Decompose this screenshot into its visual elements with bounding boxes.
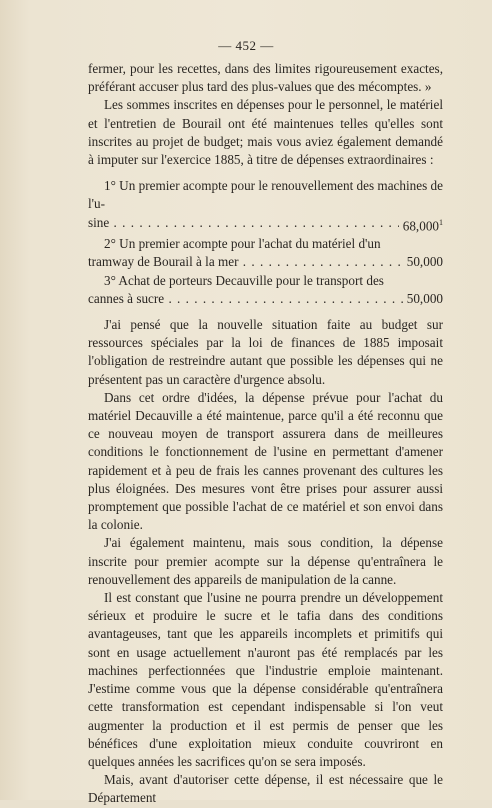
expense-item-label: tramway de Bourail à la mer . . . [88,253,403,271]
expense-item-label: cannes à sucre . . . [88,290,403,308]
expense-item-amount: 50,000 [406,290,443,306]
paragraph: Dans cet ordre d'idées, la dépense prévue pour l'achat du matériel Decauville a été maintenue, parce qu'il a été reconnu que ce nouveau moyen de transport assurera dans de meilleures conditions le fonctionnement de l'usine en permettant d'amener rapidement et à peu de frais les cannes provenant des cultures les plus éloignées. Des mesures vont être prises pour assurer aussi promptement que possible l'achat de ce matériel et son envoi dans la colonie. [88,389,443,533]
expense-item [88,272,443,308]
expense-item-label: sine . . . [88,214,399,236]
expense-item-amount: 50,000 [406,254,443,270]
expense-item-text: 2° Un premier acompte pour l'achat du matériel d'un [104,236,381,252]
expense-item-text: 1° Un premier acompte pour le renouvellement des machines de l'u- [88,178,443,212]
paragraph: J'ai pensé que la nouvelle situation faite au budget sur ressources spéciales par la loi de finances de 1885 imposait l'obligation de restreindre autant que possible les dépenses qui ne présentent pas un caractère d'urgence absolu. [88,317,443,387]
expense-item-text: 3° Achat de porteurs Decauville pour le transport des [104,272,384,288]
paragraph: Les sommes inscrites en dépenses pour le personnel, le matériel et l'entretien de Bourail ont été maintenues telles qu'elles sont inscrites au projet de budget; mais vous aviez également demandé à imputer sur l'exercice 1885, à titre de dépenses extraordinaires : [88,97,443,168]
paragraph: Mais, avant d'autoriser cette dépense, il est nécessaire que le Département [88,772,443,806]
paragraph: Il est constant que l'usine ne pourra prendre un développement sérieux et produire le sucre et le tafia dans des conditions avantageuses, tant que les appareils incomplets et primitifs qui sont en usage actuellement n'auront pas été remplacés par les machines perfectionnées que l'industrie emploie maintenant. J'estime comme vous que la dépense considérable qu'entraînera cette transformation est cependant indispensable si l'on veut augmenter la production et il est permis de penser que les bénéfices d'une exploitation mieux conduite couvriront en quelques années les sacrifices qu'on se sera imposés. [88,590,443,769]
expense-item [88,177,443,235]
expense-item [88,235,443,271]
paragraph: J'ai également maintenu, mais sous condition, la dépense inscrite pour premier acompte sur la dépense qu'entraînera le renouvellement des appareils de manipulation de la canne. [88,535,443,587]
paragraph: fermer, pour les recettes, dans des limites rigoureusement exactes, préférant accuser plus tard des plus-values que des mécomptes. » [88,61,443,95]
body-text [88,60,443,808]
expense-item-amount: 68,000$^1$ [402,217,443,234]
page-number: — 452 — [218,38,274,53]
footnote-marker: 1 [439,217,443,227]
